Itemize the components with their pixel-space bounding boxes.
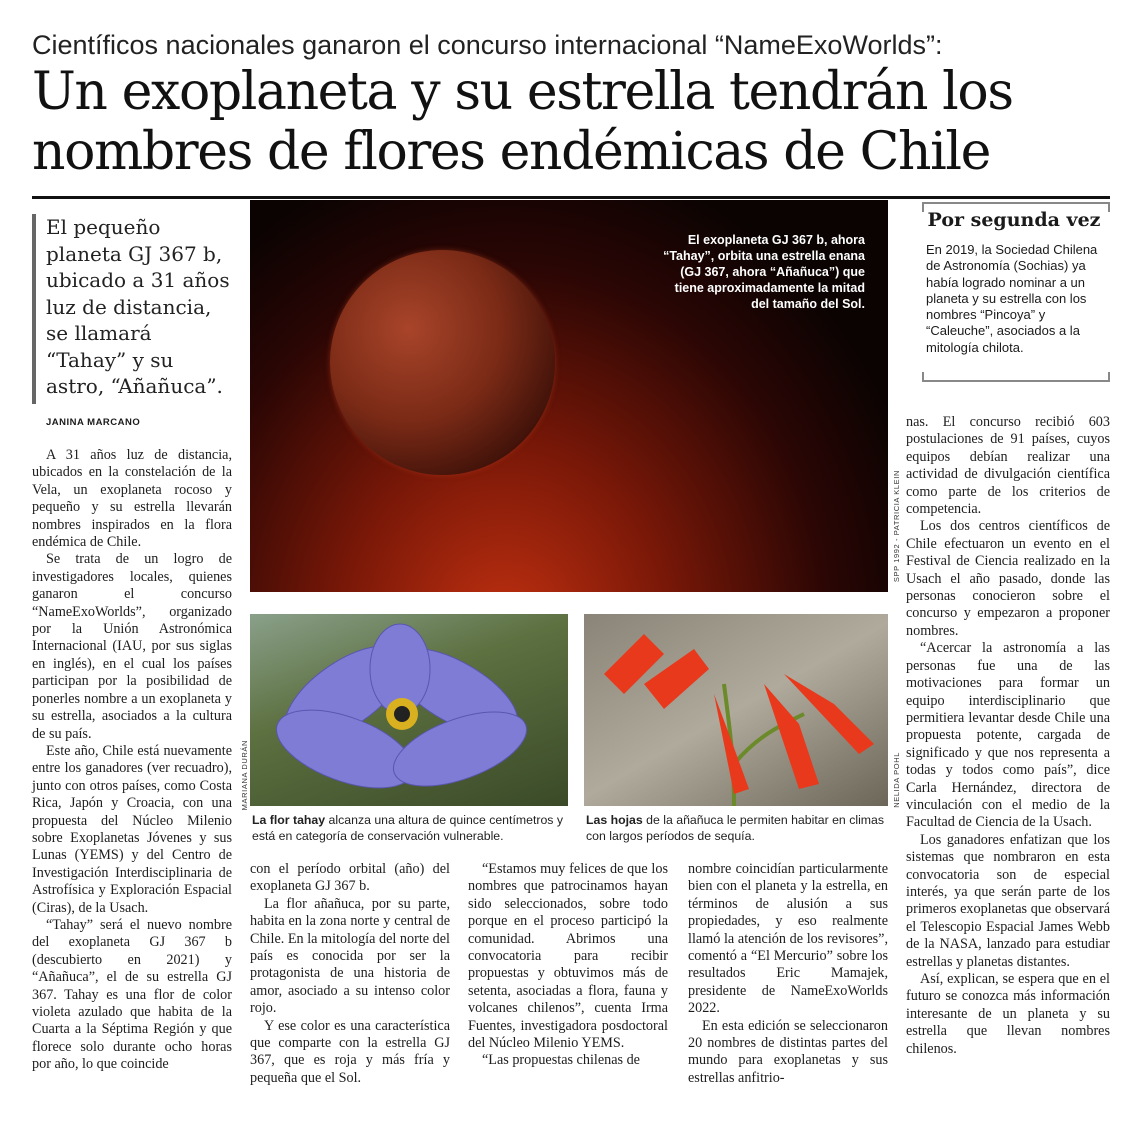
byline: JANINA MARCANO <box>46 417 141 428</box>
tahay-flower-photo <box>250 614 568 806</box>
paragraph: En esta edición se seleccionaron 20 nombres de distintas partes del mundo para exoplanetas y sus estrellas anfitrio- <box>688 1017 888 1086</box>
caption-text: alcanza una altura de quince centímetros y está en categoría de conservación vulnerable. <box>252 813 564 843</box>
sidebar-box <box>922 202 1106 382</box>
paragraph: con el período orbital (año) del exoplaneta GJ 367 b. <box>250 861 450 895</box>
lead-paragraph: El pequeño planeta GJ 367 b, ubicado a 31 años luz de distancia, se llamará “Tahay” y su astro, “Añañuca”. <box>46 215 230 398</box>
article-column-4 <box>688 861 888 1087</box>
tahay-photo-caption <box>252 812 568 844</box>
article-column-2 <box>250 861 450 1087</box>
paragraph: Los dos centros científicos de Chile efectuaron un evento en el Festival de Ciencia realizado en la Usach el año pasado, donde las personas conocieron sobre el concurso y empezaron a proponer nombres. <box>906 518 1110 639</box>
caption-bold: Las hojas <box>586 813 643 827</box>
headline-rule <box>32 196 1110 199</box>
exoplanet-photo-credit: SPP 1992 - PATRICIA KLEIN <box>892 470 901 583</box>
paragraph: nas. El concurso recibió 603 postulaciones de 91 países, cuyos equipos debían realizar una actividad de divulgación científica como parte de los criterios de competencia. <box>906 414 1110 518</box>
article-column-5 <box>906 414 1110 1058</box>
paragraph: “Las propuestas chilenas de <box>482 1052 640 1069</box>
exoplanet-photo <box>250 200 888 592</box>
paragraph: nombre coincidían particularmente bien con el planeta y la estrella, en términos de alusión a sus propiedades, y eso realmente llamó la atención de los revisores”, comentó a “El Mercurio” sobre los resultados Eric Mamajek, presidente de NameExoWorlds 2022. <box>688 861 888 1017</box>
headline-line-1: Un exoplaneta y su estrella tendrán los <box>32 62 1013 122</box>
article-column-1 <box>32 447 232 1074</box>
paragraph: “Tahay” será el nuevo nombre del exoplaneta GJ 367 b (descubierto en 2021) y “Añañuca”, el de su estrella GJ 367. Tahay es una flor de color violeta azulado que habita de la Cuarta a la Séptima Región y que florece solo durante ocho horas por año, lo que coincide <box>32 916 232 1073</box>
ananuca-flower-illustration <box>584 614 888 806</box>
tahay-flower-illustration <box>250 614 568 806</box>
exoplanet-photo-caption: El exoplaneta GJ 367 b, ahora “Tahay”, orbita una estrella enana (GJ 367, ahora “Añañuca”) que tiene aproximadamente la mitad del tamaño del Sol. <box>663 233 865 311</box>
headline <box>32 62 1122 182</box>
tahay-photo-credit: MARIANA DURÁN <box>240 740 249 811</box>
planet-image <box>330 250 555 475</box>
lead-bar <box>32 214 36 404</box>
paragraph: La flor añañuca, por su parte, habita en la zona norte y central de Chile. En la mitología del norte del país es conocida por ser la protagonista de una historia de amor, asociado a su intenso color rojo. <box>250 895 450 1017</box>
ananuca-photo-caption <box>586 812 888 844</box>
paragraph: “Acercar la astronomía a las personas fue una de las motivaciones para formar un equipo interdisciplinario que permitiera levantar desde Chile una propuesta potente, cargada de significado y que nos representa a todas y todos como país”, dice Carla Hernández, directora de vinculación con el medio de la Facultad de Ciencia de la Usach. <box>906 640 1110 831</box>
sidebar-title: Por segunda vez <box>927 209 1101 231</box>
box-bracket-bottom <box>922 372 1110 382</box>
kicker: Científicos nacionales ganaron el concurso internacional “NameExoWorlds”: <box>32 30 943 60</box>
paragraph: Se trata de un logro de investigadores locales, quienes ganaron el concurso “NameExoWorlds”, organizado por la Unión Astronómica Internacional (IAU, por sus siglas en inglés), en el cual los países participan por la posibilidad de ponerles nombre a un exoplaneta y su estrella, asociados a la cultura de su país. <box>32 551 232 742</box>
paragraph: Este año, Chile está nuevamente entre los ganadores (ver recuadro), junto con otros países, como Costa Rica, Japón y Croacia, con una propuesta del Núcleo Milenio sobre Exoplanetas Jóvenes y sus Lunas (YEMS) y del Centro de Investigación Interdisciplinaria de Astrofísica y Exploración Espacial (Ciras), de la Usach. <box>32 742 232 916</box>
paragraph: Los ganadores enfatizan que los sistemas que nombraron en esta convocatoria son de especial interés, ya que serán parte de los primeros exoplanetas que observará el Telescopio Espacial James Webb de la NASA, lanzado para estudiar estrellas y planetas distantes. <box>906 831 1110 970</box>
caption-bold: La flor tahay <box>252 813 326 827</box>
paragraph: Así, explican, se espera que en el futuro se conozca más información interesante de un planeta y su estrella que llevan nombres chilenos. <box>906 971 1110 1057</box>
paragraph: “Estamos muy felices de que los nombres que patrocinamos hayan sido seleccionados, sobre todo porque en el proceso participó la comunidad. Abrimos una convocatoria para recibir propuestas y obtuvimos más de setenta, asociadas a flora, fauna y volcanes chilenos”, cuenta Irma Fuentes, investigadora posdoctoral del Núcleo Milenio YEMS. <box>468 861 668 1052</box>
paragraph: Y ese color es una característica que comparte con la estrella GJ 367, que es roja y más fría y pequeña que el Sol. <box>250 1017 450 1086</box>
ananuca-flower-photo <box>584 614 888 806</box>
ananuca-photo-credit: NELIDA POHL <box>892 752 901 808</box>
caption-text: de la añañuca le permiten habitar en climas con largos períodos de sequía. <box>586 813 885 843</box>
article-column-3 <box>468 861 668 1070</box>
sidebar-body: En 2019, la Sociedad Chilena de Astronomía (Sochias) ya había logrado nominar a un planeta y su estrella con los nombres “Pincoya” y “Caleuche”, asociados a la mitología chilota. <box>926 242 1098 355</box>
paragraph: A 31 años luz de distancia, ubicados en la constelación de la Vela, un exoplaneta rocoso y pequeño y su estrella llevarán nombres inspirados en la flora endémica de Chile. <box>32 447 232 551</box>
headline-line-2: nombres de flores endémicas de Chile <box>32 122 990 182</box>
